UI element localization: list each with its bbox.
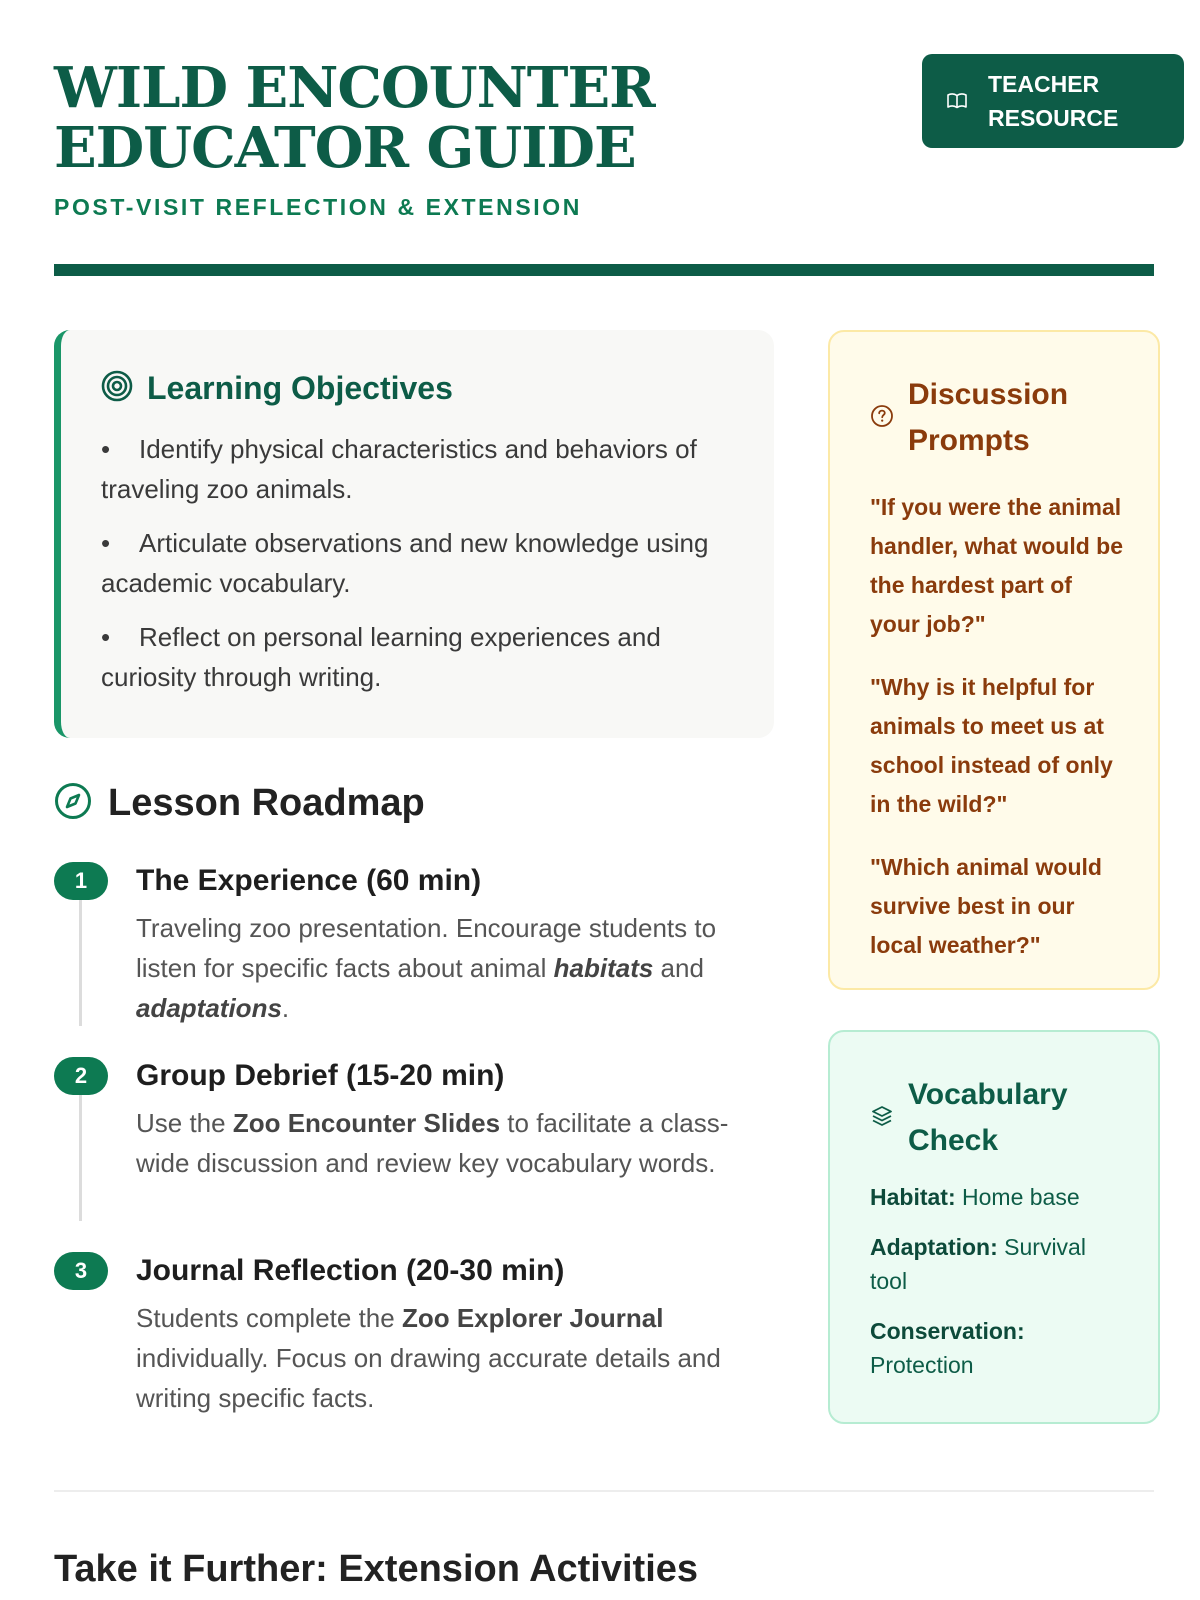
discussion-prompt: "Which animal would survive best in our local weather?" <box>870 854 1102 958</box>
lesson-roadmap-header <box>54 782 425 825</box>
roadmap-steps <box>54 862 774 1418</box>
step-text: and <box>653 953 704 983</box>
vocab-definition: Protection <box>870 1352 974 1378</box>
step-emphasis: adaptations <box>136 993 282 1023</box>
vocabulary-check-header <box>870 1072 1124 1164</box>
discussion-prompt: "Why is it helpful for animals to meet us at school instead of only in the wild?" <box>870 674 1113 817</box>
teacher-resource-line-1: TEACHER <box>988 71 1100 97</box>
step-description <box>136 1298 774 1418</box>
target-icon <box>101 370 133 407</box>
vocabulary-item <box>870 1314 1124 1382</box>
step-number-badge: 1 <box>54 862 108 900</box>
vocab-term: Conservation: <box>870 1318 1025 1344</box>
compass-icon <box>54 782 92 825</box>
vocab-definition: Home base <box>962 1184 1080 1210</box>
step-text: Use the <box>136 1108 233 1138</box>
vocab-definition: Survival tool <box>870 1234 1086 1294</box>
step-text: Students complete the <box>136 1303 402 1333</box>
roadmap-step-3 <box>54 1252 774 1418</box>
step-description <box>136 908 774 1028</box>
teacher-resource-label <box>988 67 1138 135</box>
resource-link-text: Zoo Explorer Journal <box>401 1303 664 1333</box>
objective-text: Articulate observations and new knowledge using academic vocabulary. <box>101 528 709 598</box>
learning-objectives-card <box>54 330 774 738</box>
title-line-1: WILD ENCOUNTER <box>54 55 655 121</box>
list-item: • Identify physical characteristics and behaviors of traveling zoo animals. <box>101 434 697 504</box>
page-header <box>54 55 1154 221</box>
step-title: Group Debrief (15-20 min) <box>136 1059 505 1092</box>
step-text: Traveling zoo presentation. Encourage students to listen for specific facts about animal <box>136 913 717 983</box>
step-text: . <box>281 993 290 1023</box>
vocabulary-item <box>870 1180 1124 1214</box>
step-emphasis: habitats <box>553 953 654 983</box>
layers-icon <box>870 1104 894 1133</box>
objective-text: Reflect on personal learning experiences and curiosity through writing. <box>101 622 661 692</box>
step-text: individually. Focus on drawing accurate details and writing specific facts. <box>136 1343 721 1413</box>
objectives-list <box>101 429 738 697</box>
resource-link-text: Zoo Encounter Slides <box>232 1108 501 1138</box>
page-title <box>54 55 694 181</box>
step-description <box>136 1103 774 1183</box>
step-title: The Experience (60 min) <box>136 864 482 897</box>
vocabulary-check-card <box>828 1030 1160 1424</box>
step-title: Journal Reflection (20-30 min) <box>136 1254 565 1287</box>
question-circle-icon <box>870 404 894 433</box>
section-divider <box>54 1490 1154 1492</box>
discussion-prompts-header <box>870 372 1124 464</box>
step-connector <box>79 900 82 1026</box>
vocabulary-item <box>870 1230 1124 1298</box>
roadmap-step-1 <box>54 862 774 1057</box>
list-item: • Reflect on personal learning experiences and curiosity through writing. <box>101 622 661 692</box>
roadmap-step-2 <box>54 1057 774 1252</box>
teacher-resource-line-2: RESOURCE <box>988 105 1119 131</box>
header-divider <box>54 264 1154 276</box>
vocab-term: Habitat: <box>870 1184 956 1210</box>
book-icon <box>946 89 976 113</box>
step-number-badge: 2 <box>54 1057 108 1095</box>
vocab-term: Adaptation: <box>870 1234 998 1260</box>
vocabulary-check-title: Vocabulary Check <box>908 1078 1068 1157</box>
learning-objectives-title: Learning Objectives <box>147 370 453 406</box>
page-subtitle: POST-VISIT REFLECTION & EXTENSION <box>54 194 582 220</box>
discussion-prompts-card <box>828 330 1160 990</box>
list-item: • Articulate observations and new knowledge using academic vocabulary. <box>101 528 709 598</box>
teacher-resource-button[interactable] <box>922 54 1184 148</box>
objective-text: Identify physical characteristics and behaviors of traveling zoo animals. <box>101 434 697 504</box>
lesson-roadmap-title: Lesson Roadmap <box>108 782 425 824</box>
step-text: to facilitate a class-wide discussion and review key vocabulary words. <box>136 1108 729 1178</box>
extension-activities-title: Take it Further: Extension Activities <box>54 1548 699 1590</box>
step-number-badge: 3 <box>54 1252 108 1290</box>
learning-objectives-header <box>101 370 738 407</box>
title-line-2: EDUCATOR GUIDE <box>54 115 636 181</box>
discussion-prompts-title: Discussion Prompts <box>908 378 1069 457</box>
discussion-prompt: "If you were the animal handler, what would be the hardest part of your job?" <box>870 494 1124 637</box>
step-connector <box>79 1095 82 1221</box>
